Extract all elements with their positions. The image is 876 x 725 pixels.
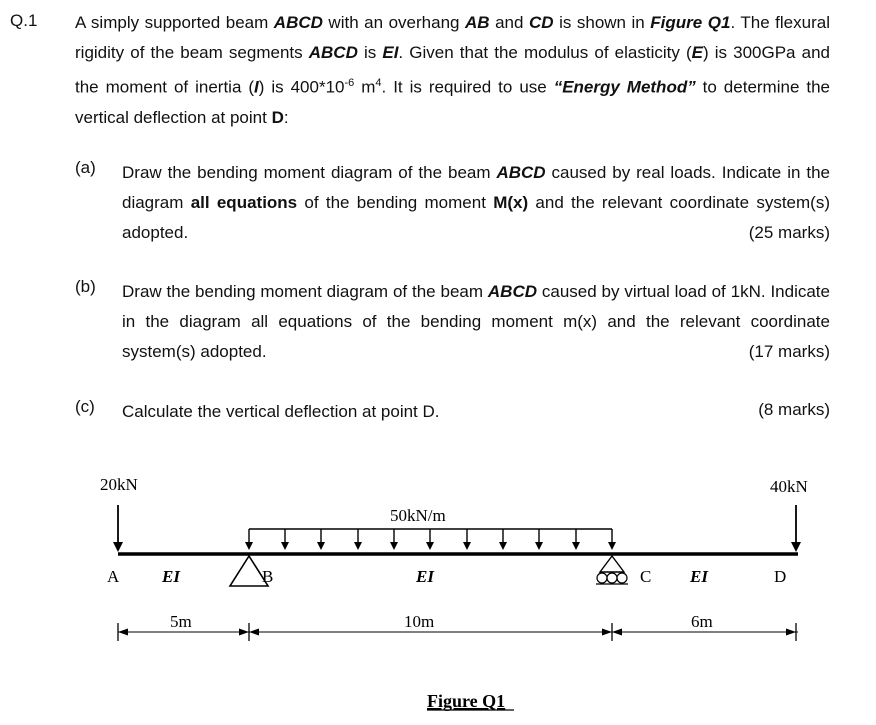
text-segment: Calculate the vertical deflection at point D.	[122, 402, 440, 421]
text-segment: caused by real loads. Indicate in the diagram	[122, 163, 830, 212]
point-a-label: A	[107, 567, 120, 586]
text-segment: Draw the bending moment diagram of the beam	[122, 282, 488, 301]
figure-caption: Figure Q1	[427, 691, 506, 711]
part-b-label: (b)	[75, 277, 96, 296]
text-segment: caused by virtual load of 1kN. Indicate in the diagram all equations of the bending moment m(x) and the relevant coordinate system(s) adopted.	[122, 282, 830, 361]
text-segment: EI	[382, 43, 399, 62]
span-ab: 5m	[170, 612, 192, 631]
text-segment: . The flexural rigidity of the beam segments	[75, 13, 830, 62]
text-segment: ABCD	[496, 163, 546, 182]
text-segment: Draw the bending moment diagram of the beam	[122, 163, 497, 182]
rigidity-bc: EI	[416, 567, 434, 586]
text-segment: “Energy Method”	[553, 77, 696, 97]
udl-arrows	[245, 529, 616, 550]
text-segment: all equations	[190, 193, 298, 212]
text-segment: ABCD	[273, 13, 323, 32]
point-c-label: C	[640, 567, 652, 586]
text-segment: ABCD	[487, 282, 537, 301]
text-segment: of the bending moment	[297, 193, 494, 212]
text-segment: m	[354, 77, 376, 97]
text-segment: and the relevant coordinate system(s) adopted.	[122, 193, 830, 242]
span-bc: 10m	[404, 612, 435, 631]
load-a-arrow	[113, 505, 123, 552]
text-segment: . Given that the modulus of elasticity (	[398, 43, 692, 62]
text-segment: . It is required to use	[381, 77, 554, 97]
text-segment: I	[254, 77, 259, 97]
rigidity-ab: EI	[162, 567, 180, 586]
text-segment: with an overhang	[322, 13, 466, 32]
part-a-label: (a)	[75, 158, 96, 177]
text-segment: CD	[528, 13, 554, 32]
text-segment: to determine the vertical deflection at point	[75, 77, 830, 127]
part-c-text	[122, 397, 830, 427]
beam-figure	[0, 460, 876, 725]
part-b-text	[122, 277, 830, 367]
roller-support-c	[596, 556, 628, 584]
load-d-label: 40kN	[770, 477, 808, 496]
load-d-arrow	[791, 505, 801, 552]
text-segment: ) is 400*10	[258, 77, 345, 97]
part-c-marks: (8 marks)	[758, 400, 830, 419]
text-segment: ABCD	[308, 43, 358, 62]
text-segment: 4	[375, 77, 382, 89]
text-segment: is shown in	[553, 13, 651, 32]
text-segment: M(x)	[493, 193, 529, 212]
span-cd: 6m	[691, 612, 713, 631]
text-segment: and	[489, 13, 529, 32]
text-segment: ) is 300GPa and the moment of inertia (	[75, 43, 830, 97]
text-segment: AB	[465, 13, 490, 32]
part-a-text	[122, 158, 830, 248]
part-a-marks: (25 marks)	[748, 223, 830, 242]
part-c-label: (c)	[75, 397, 95, 416]
rigidity-cd: EI	[690, 567, 708, 586]
text-segment: Figure Q1	[650, 13, 731, 32]
text-segment: E	[691, 43, 703, 62]
question-number: Q.1	[10, 11, 38, 30]
load-a-label: 20kN	[100, 475, 138, 494]
question-text	[75, 8, 830, 133]
point-b-label: B	[262, 567, 274, 586]
text-segment: D	[271, 107, 284, 127]
text-segment: is	[357, 43, 383, 62]
udl-label: 50kN/m	[390, 506, 446, 525]
text-segment: A simply supported beam	[75, 13, 274, 32]
text-segment: -6	[344, 77, 355, 89]
text-segment: :	[283, 107, 289, 127]
point-d-label: D	[774, 567, 787, 586]
part-b-marks: (17 marks)	[748, 342, 830, 361]
